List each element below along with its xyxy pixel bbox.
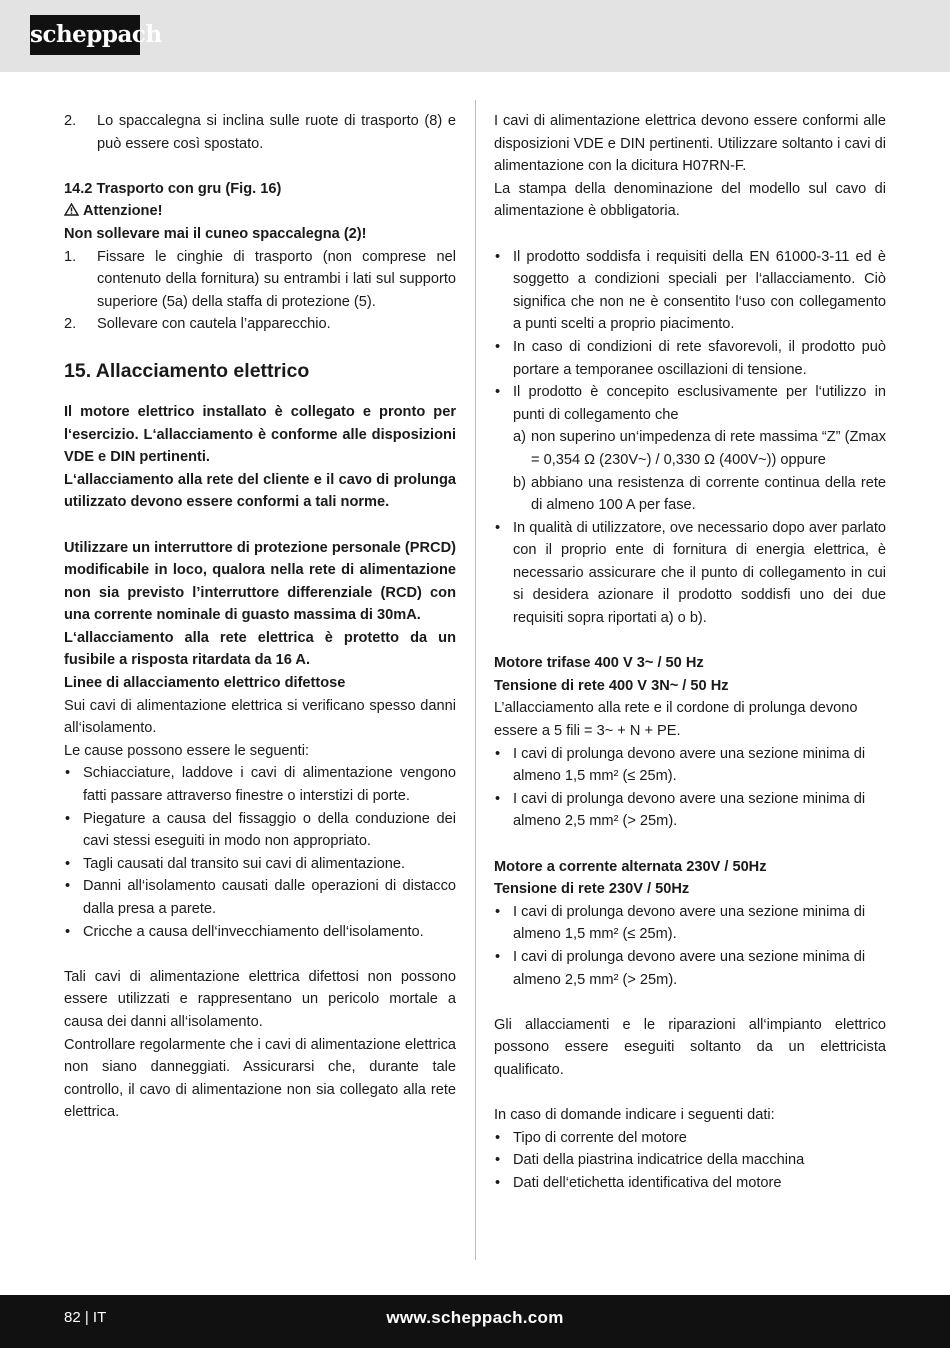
- causes-list: [64, 762, 456, 943]
- warning-text: Non sollevare mai il cuneo spaccalegna (2)!: [64, 225, 367, 242]
- sub-item-label: b): [513, 474, 526, 491]
- crane-step-2: [64, 313, 456, 336]
- footer-bar: [0, 1295, 950, 1348]
- list-item: • Dati dell‘etichetta identificativa del motore: [494, 1172, 886, 1195]
- right-column: [494, 110, 886, 1195]
- sub-item-a: [513, 426, 886, 471]
- column-divider: [475, 100, 476, 1260]
- list-item: • In qualità di utilizzatore, ove necessario dopo aver parlato con il proprio ente di fornitura di energia elettrica, è necessario assicurare che il punto di collegamento in cui si desidera azionare il prodotto soddisfi uno dei due requisiti sopra riportati a) o b).: [494, 517, 886, 630]
- header-bar: [0, 0, 950, 72]
- three-phase-cable-list: [494, 743, 886, 833]
- transport-step-2: [64, 110, 456, 155]
- crane-step-1: [64, 246, 456, 314]
- list-item: [494, 381, 886, 517]
- step-text: Lo spaccalegna si inclina sulle ruote di trasporto (8) e può essere così spostato.: [97, 113, 456, 152]
- step-number: 1.: [64, 248, 77, 265]
- required-data-list: [494, 1127, 886, 1195]
- sub-item-b: [513, 472, 886, 517]
- warning-triangle-icon: [64, 203, 79, 216]
- list-item: • Schiacciature, laddove i cavi di alimentazione vengono fatti passare attraverso finestre o interstizi di porte.: [64, 762, 456, 807]
- electrician-paragraph: Gli allacciamenti e le riparazioni all‘impianto elettrico possono essere eseguiti soltanto da un elettricista qualificato.: [494, 1016, 886, 1078]
- section-14-2-heading: 14.2 Trasporto con gru (Fig. 16): [64, 180, 282, 197]
- list-item: • I cavi di prolunga devono avere una sezione minima di almeno 2,5 mm² (> 25m).: [494, 946, 886, 991]
- check-paragraph: Controllare regolarmente che i cavi di alimentazione elettrica non siano danneggiati. Assicurarsi che, durante tale controllo, il cavo di alimentazione non sia collegato alla rete elettrica.: [64, 1036, 456, 1121]
- step-text: Fissare le cinghie di trasporto (non comprese nel contenuto della fornitura) su entrambi i lati sul supporto superiore (5a) della staffa di protezione (5).: [97, 248, 456, 310]
- sub-item-text: non superino un‘impedenza di rete massima “Z” (Zmax = 0,354 Ω (230V~) / 0,330 Ω (400V~)) oppure: [531, 429, 886, 468]
- danger-paragraph: Tali cavi di alimentazione elettrica difettosi non possono essere utilizzati e rappresentano un pericolo mortale a causa dei danni all‘isolamento.: [64, 968, 456, 1030]
- step-number: 2.: [64, 316, 77, 333]
- list-item: • Piegature a causa del fissaggio o della conduzione dei cavi stessi eseguiti in modo non appropriato.: [64, 808, 456, 853]
- warning-label: Attenzione!: [83, 203, 163, 220]
- prcd-paragraph: Utilizzare un interruttore di protezione personale (PRCD) modificabile in loco, qualora nella rete di alimentazione non sia previsto l’interruttore differenziale (RCD) con una corrente nominale di guasto massima di 30mA.: [64, 539, 456, 624]
- fuse-paragraph: L‘allacciamento alla rete elettrica è protetto da un fusibile a risposta ritardata da 16 A.: [64, 629, 456, 669]
- motor-ready-paragraph: Il motore elettrico installato è collegato e pronto per l‘esercizio. L‘allacciamento è conforme alle disposizioni VDE e DIN pertinenti.: [64, 403, 456, 466]
- model-stamp-paragraph: La stampa della denominazione del modello sul cavo di alimentazione è obbligatoria.: [494, 180, 886, 220]
- ac-voltage-heading: Tensione di rete 230V / 50Hz: [494, 881, 690, 898]
- insulation-damage-paragraph: Sui cavi di alimentazione elettrica si verificano spesso danni all‘isolamento.: [64, 697, 456, 737]
- list-item: • I cavi di prolunga devono avere una sezione minima di almeno 1,5 mm² (≤ 25m).: [494, 743, 886, 788]
- list-item: • Cricche a causa dell‘invecchiamento dell‘isolamento.: [64, 921, 456, 944]
- three-phase-voltage-heading: Tensione di rete 400 V 3N~ / 50 Hz: [494, 677, 729, 694]
- defective-lines-heading: Linee di allacciamento elettrico difettose: [64, 675, 346, 692]
- three-phase-text: L’allacciamento alla rete e il cordone di prolunga devono essere a 5 fili = 3~ + N + PE.: [494, 700, 858, 740]
- cable-requirements-paragraph: I cavi di alimentazione elettrica devono essere conformi alle disposizioni VDE e DIN pertinenti. Utilizzare soltanto i cavi di alimentazione con la dicitura H07RN-F.: [494, 113, 886, 175]
- list-item: • Il prodotto soddisfa i requisiti della EN 61000-3-11 ed è soggetto a condizioni speciali per l‘allacciamento. Ciò significa che non ne è consentito l‘uso con collegamento a punti scelti a proprio piacimento.: [494, 246, 886, 336]
- sub-item-text: abbiano una resistenza di corrente continua della rete di almeno 100 A per fase.: [531, 474, 886, 514]
- ac-motor-heading: Motore a corrente alternata 230V / 50Hz: [494, 858, 767, 875]
- page-number: 82 | IT: [64, 1309, 107, 1326]
- sub-item-label: a): [513, 429, 526, 446]
- three-phase-motor-heading: Motore trifase 400 V 3~ / 50 Hz: [494, 655, 704, 672]
- causes-intro: Le cause possono essere le seguenti:: [64, 742, 310, 759]
- list-item: • I cavi di prolunga devono avere una sezione minima di almeno 2,5 mm² (> 25m).: [494, 788, 886, 833]
- brand-logo: scheppach: [30, 15, 140, 55]
- list-item-text: Il prodotto è concepito esclusivamente per l‘utilizzo in punti di collegamento che: [513, 384, 886, 423]
- section-15-heading: 15. Allacciamento elettrico: [64, 359, 310, 382]
- list-item: • In caso di condizioni di rete sfavorevoli, il prodotto può portare a temporanee oscillazioni di tensione.: [494, 336, 886, 381]
- step-text: Sollevare con cautela l’apparecchio.: [97, 316, 331, 333]
- list-item: • Danni all‘isolamento causati dalle operazioni di distacco dalla presa a parete.: [64, 875, 456, 920]
- product-requirements-list: [494, 246, 886, 630]
- website-url: www.scheppach.com: [386, 1308, 564, 1327]
- list-item: • Tipo di corrente del motore: [494, 1127, 886, 1150]
- warning-heading: [64, 200, 456, 223]
- list-item: • Tagli causati dal transito sui cavi di alimentazione.: [64, 853, 456, 876]
- customer-network-paragraph: L‘allacciamento alla rete del cliente e il cavo di prolunga utilizzato devono essere conformi a tali norme.: [64, 471, 456, 511]
- list-item: • Dati della piastrina indicatrice della macchina: [494, 1149, 886, 1172]
- list-item: • I cavi di prolunga devono avere una sezione minima di almeno 1,5 mm² (≤ 25m).: [494, 901, 886, 946]
- step-number: 2.: [64, 113, 77, 129]
- left-column: [64, 110, 456, 1124]
- questions-intro: In caso di domande indicare i seguenti dati:: [494, 1107, 775, 1124]
- ac-cable-list: [494, 901, 886, 991]
